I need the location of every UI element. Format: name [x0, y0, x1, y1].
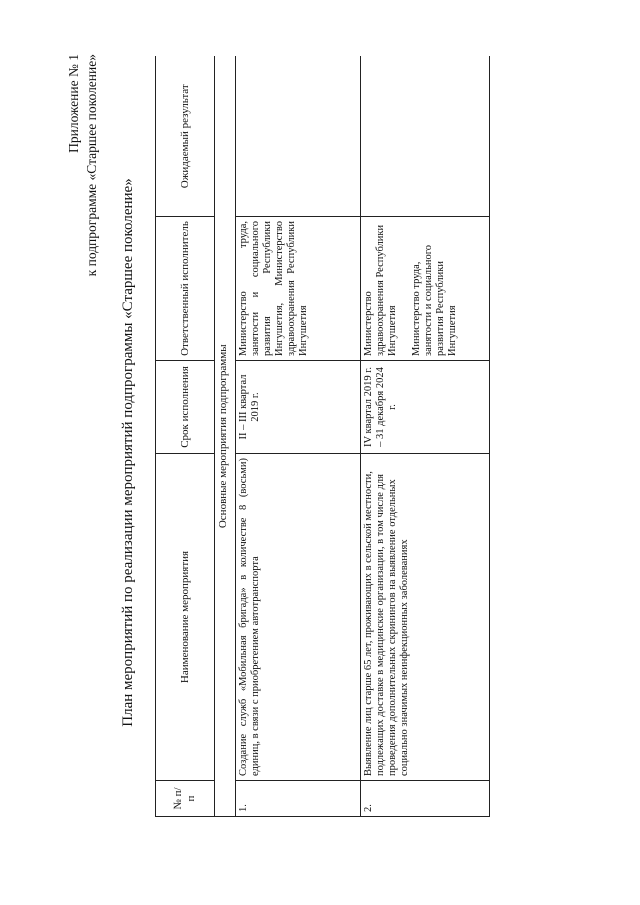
- page-title: План мероприятий по реализации мероприятий подпрограммы «Старшее поколение»: [120, 178, 136, 727]
- row-responsible: Министерство труда, занятости и социального развития Республики Ингушетия, Министерство здравоохранения Республики Ингушетия: [236, 217, 361, 361]
- table-row: [236, 57, 361, 817]
- header-num: № п/п: [156, 781, 215, 817]
- section-title: Основные мероприятия подпрограммы: [215, 57, 236, 817]
- header-term: Срок исполнения: [156, 361, 215, 454]
- table-header-row: [156, 57, 215, 817]
- header-responsible: Ответственный исполнитель: [156, 217, 215, 361]
- row-term: II – III квартал 2019 г.: [236, 361, 361, 454]
- appendix-number: Приложение № 1: [66, 54, 81, 153]
- header-name: Наименование мероприятия: [156, 454, 215, 781]
- row-num: 1.: [236, 781, 361, 817]
- row-num: 2.: [361, 781, 490, 817]
- table-row: [361, 57, 490, 817]
- row-name: Создание служб «Мобильная бригада» в количестве 8 (восьми) единиц, в связи с приобретением автотранспорта: [236, 454, 361, 781]
- row-responsible-2: Министерство труда, занятости и социального развития Республики Ингушетия: [411, 244, 458, 356]
- row-result: [361, 57, 490, 217]
- spacer: [399, 221, 411, 356]
- section-row: [215, 57, 236, 817]
- appendix-subtitle: к подпрограмме «Старшее поколение»: [84, 54, 99, 277]
- header-result: Ожидаемый результат: [156, 57, 215, 217]
- row-name: Выявление лиц старше 65 лет, проживающих в сельской местности, подлежащих доставке в медицинские организации, в том числе для проведения дополнительных скринингов на выявление отдельных социально значимых неинфекционных заболеваниях: [361, 454, 490, 781]
- plan-table: [155, 57, 490, 818]
- row-term: IV квартал 2019 г. – 31 декабря 2024 г.: [361, 361, 490, 454]
- row-responsible: Министерство здравоохранения Республики Ингушетия: [363, 224, 398, 356]
- row-result: [236, 57, 361, 217]
- row-responsible-cell: [361, 217, 490, 361]
